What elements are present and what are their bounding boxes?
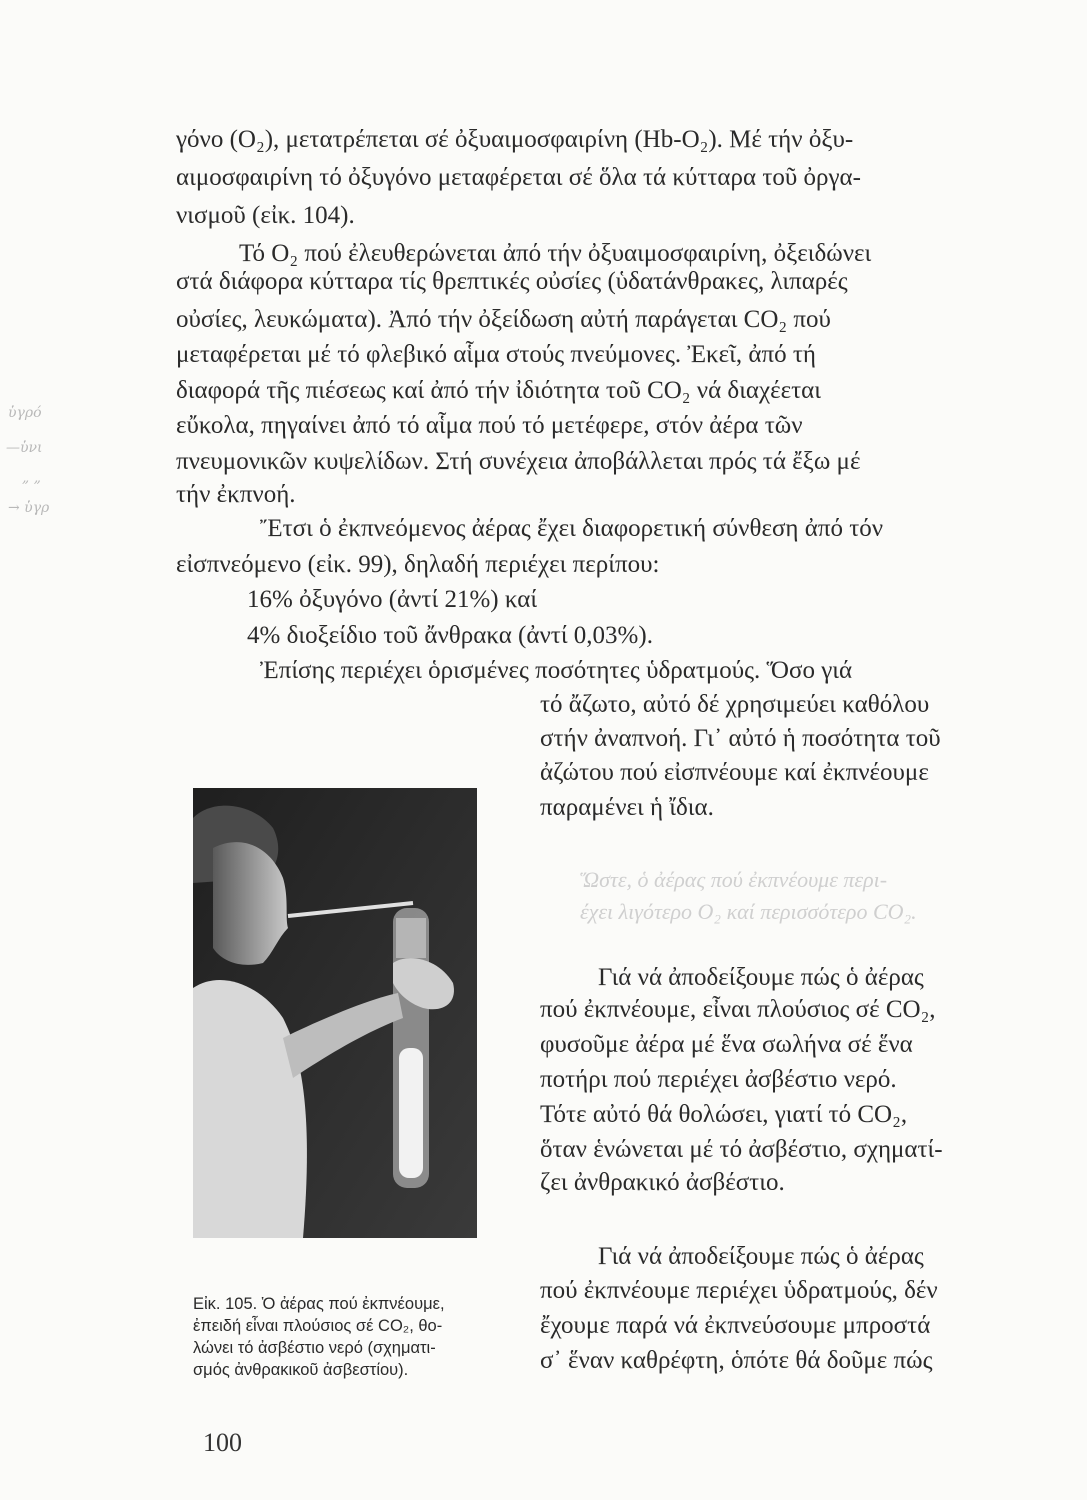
margin-note: —ὑνι: [6, 440, 43, 456]
text-line: στά διάφορα κύτταρα τίς θρεπτικές οὐσίες (ὑδατάνθρακες, λιπαρές: [176, 268, 848, 295]
caption-line: σμός ἀνθρακικοῦ ἀσβεστίου).: [193, 1361, 409, 1379]
text-line: εἰσπνεόμενο (εἰκ. 99), δηλαδή περιέχει περίπου:: [176, 551, 660, 578]
experiment-photo: [193, 788, 477, 1238]
faded-line: έχει λιγότερο O₂ καί περισσότερο CO₂.: [580, 899, 917, 924]
caption-line: λώνει τό ἀσβέστιο νερό (σχηματι-: [193, 1339, 436, 1357]
margin-note: ὑγρό: [8, 405, 42, 421]
text-line: 16% ὀξυγόνο (ἀντί 21%) καί: [247, 586, 538, 613]
photo-illustration: [193, 788, 477, 1238]
caption-line: Εἰκ. 105. Ὁ ἀέρας πού ἐκπνέουμε,: [193, 1295, 445, 1313]
text-line: Γιά νά ἀποδείξουμε πώς ὁ ἀέρας: [598, 1243, 924, 1270]
text-line: ἀζώτου πού εἰσπνέουμε καί ἐκπνέουμε: [540, 759, 929, 786]
text-line: οὐσίες, λευκώματα). Ἀπό τήν ὀξείδωση αὐτή παράγεται CO₂ πού: [176, 306, 831, 333]
text-line: φυσοῦμε ἀέρα μέ ἕνα σωλήνα σέ ἕνα: [540, 1031, 913, 1058]
page-number: 100: [203, 1428, 242, 1457]
faded-line: Ὥστε, ὁ ἀέρας πού ἐκπνέουμε περι-: [580, 867, 888, 892]
margin-note: „ „: [22, 470, 41, 486]
text-line: πού ἐκπνέουμε περιέχει ὑδρατμούς, δέν: [540, 1277, 938, 1304]
margin-note: → ὑγρ: [8, 500, 50, 516]
text-line: ἔχουμε παρά νά ἐκπνεύσουμε μπροστά: [540, 1312, 931, 1339]
text-line: τήν ἐκπνοή.: [176, 481, 296, 508]
text-line: τό ἄζωτο, αὐτό δέ χρησιμεύει καθόλου: [540, 691, 930, 718]
text-line: πνευμονικῶν κυψελίδων. Στή συνέχεια ἀποβάλλεται πρός τά ἔξω μέ: [176, 448, 861, 475]
text-line: μεταφέρεται μέ τό φλεβικό αἷμα στούς πνεύμονες. Ἐκεῖ, ἀπό τή: [176, 341, 816, 368]
text-line: Τότε αὐτό θά θολώσει, γιατί τό CO₂,: [540, 1101, 908, 1128]
text-line: εὔκολα, πηγαίνει ἀπό τό αἷμα πού τό μετέφερε, στόν ἀέρα τῶν: [176, 412, 803, 439]
text-line: Γιά νά ἀποδείξουμε πώς ὁ ἀέρας: [598, 964, 924, 991]
text-line: γόνο (O₂), μετατρέπεται σέ ὀξυαιμοσφαιρίνη (Hb-O₂). Μέ τήν ὀξυ-: [176, 126, 854, 153]
text-line: πού ἐκπνέουμε, εἶναι πλούσιος σέ CO₂,: [540, 996, 936, 1023]
text-line: 4% διοξείδιο τοῦ ἄνθρακα (ἀντί 0,03%).: [247, 622, 653, 649]
text-line: αιμοσφαιρίνη τό ὀξυγόνο μεταφέρεται σέ ὅλα τά κύτταρα τοῦ ὀργα-: [176, 164, 861, 191]
text-line: ζει ἀνθρακικό ἀσβέστιο.: [540, 1169, 785, 1196]
text-line: στήν ἀναπνοή. Γι᾽ αὐτό ἡ ποσότητα τοῦ: [540, 725, 941, 752]
text-line: σ᾽ ἕναν καθρέφτη, ὁπότε θά δοῦμε πώς: [540, 1347, 933, 1374]
text-line: Τό O₂ πού ἐλευθερώνεται ἀπό τήν ὀξυαιμοσφαιρίνη, ὀξειδώνει: [239, 240, 872, 267]
text-line: ποτήρι πού περιέχει ἀσβέστιο νερό.: [540, 1066, 897, 1093]
caption-line: ἐπειδή εἶναι πλούσιος σέ CO₂, θο-: [193, 1317, 443, 1335]
text-line: Ἔτσι ὁ ἐκπνεόμενος ἀέρας ἔχει διαφορετική σύνθεση ἀπό τόν: [260, 515, 884, 542]
text-line: Ἐπίσης περιέχει ὁρισμένες ποσότητες ὑδρατμούς. Ὅσο γιά: [260, 657, 853, 684]
text-line: ὅταν ἑνώνεται μέ τό ἀσβέστιο, σχηματί-: [540, 1136, 943, 1163]
text-line: διαφορά τῆς πιέσεως καί ἀπό τήν ἰδιότητα τοῦ CO₂ νά διαχέεται: [176, 377, 821, 404]
text-line: νισμοῦ (εἰκ. 104).: [176, 202, 355, 229]
text-line: παραμένει ἡ ἴδια.: [540, 794, 714, 821]
